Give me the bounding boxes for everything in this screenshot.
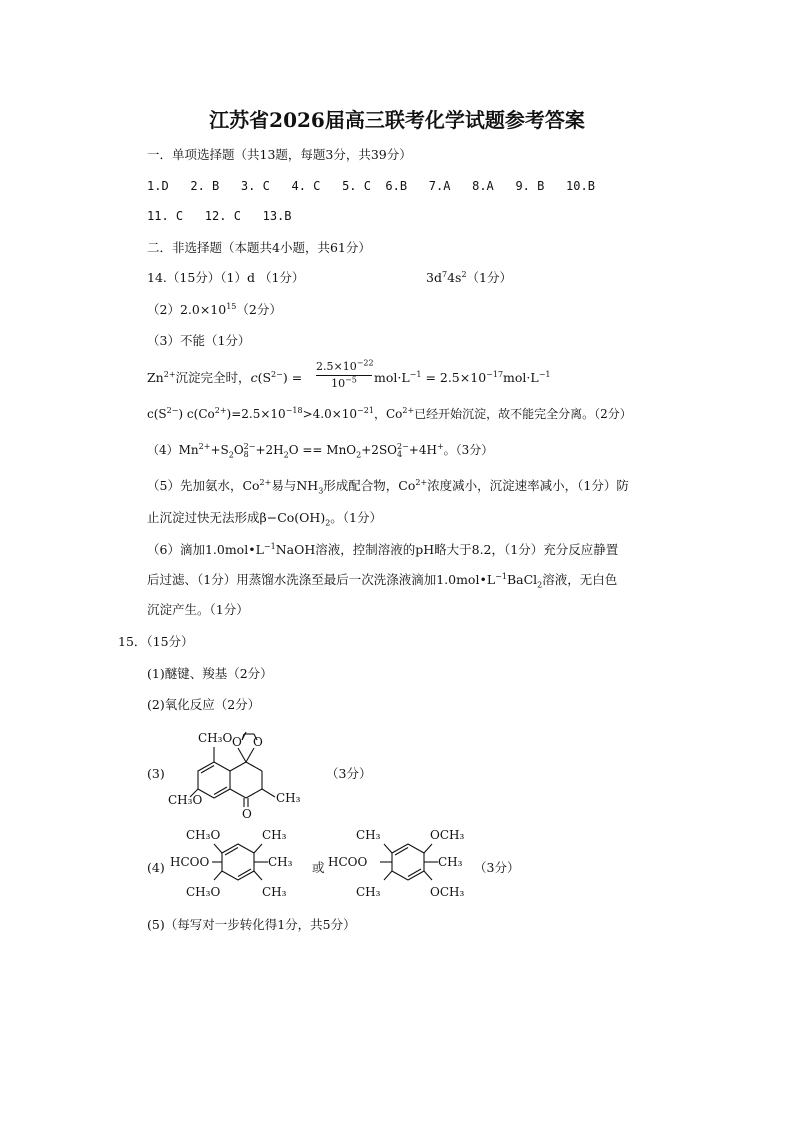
q14-ksp-line: $c(S^{2-})$ $c(Co^{2+})=2.5\times 10^{-18}>4.0\times 10^{-21}$，$Co^{2+}$已经开始沉淀，故不能完全分离。（2分） [147, 406, 632, 421]
q15-part3-score: （3分） [326, 766, 372, 781]
q14-part5-line2: 止沉淀过快无法形成$\beta-Co(OH)_2$。（1分） [147, 510, 382, 528]
q15-part4-label: (4) [147, 860, 165, 875]
q15-part1: (1)醚键、羧基（2分） [147, 666, 273, 681]
svg-text:HCOO: HCOO [328, 855, 368, 869]
page-title: 江苏省2026届高三联考化学试题参考答案 [209, 108, 585, 132]
q14-part4-equation: $(4)Mn^{2+}+S_2O$ 2− 8 $+2H_2O == MnO_2+2SO$ 2− 4 +4H+。（3分） [147, 441, 494, 460]
struct3-ome-bottom: CH₃O [168, 793, 203, 807]
q15-part4-or: 或 [312, 860, 325, 875]
q14-part6-line1: （6）滴加$1.0mol•L^{-1}NaOH$溶液，控制溶液的pH略大于8.2，（1分）充分反应静置 [147, 541, 619, 557]
section2-heading: 二．非选择题（本题共4小题，共61分） [147, 240, 371, 255]
svg-text:CH₃O: CH₃O [186, 828, 221, 842]
q14-part6-line3: 沉淀产生。（1分） [147, 602, 249, 617]
svg-text:CH₃: CH₃ [438, 855, 463, 869]
svg-text:HCOO: HCOO [170, 855, 210, 869]
q14-part2: $(2)2.0\times 10^{15}(2$分） [147, 301, 282, 317]
svg-text:OCH₃: OCH₃ [430, 885, 465, 899]
q15-structure4b [326, 822, 478, 902]
q15-part5: (5)（每写对一步转化得1分，共5分） [147, 917, 356, 932]
svg-text:CH₃: CH₃ [356, 885, 381, 899]
q15-part2: (2)氧化反应（2分） [147, 697, 261, 712]
section1-heading: 一．单项选择题（共13题，每题3分，共39分） [147, 147, 412, 162]
q14-part3: （3）不能（1分） [147, 333, 251, 348]
q14-part1-a: 14.（15分）（1）d （1分） [147, 270, 305, 285]
q15-part4-score: （3分） [474, 860, 520, 875]
q15-heading: 15．（15分） [118, 634, 194, 649]
q14-calc-result: $mol\cdot L^{-1} = 2.5\times 10^{-17}mol\cdot L^{-1}$ [374, 369, 551, 385]
q14-calc-fraction: $\frac{2.5\times 10^{-22}}{10^{-5}}$ [316, 358, 374, 390]
svg-text:CH₃: CH₃ [262, 828, 287, 842]
struct3-ome-top: CH₃O [198, 731, 233, 745]
svg-text:CH₃: CH₃ [268, 855, 293, 869]
q14-calc-lead: $Zn^{2+}$沉淀完全时，$c(S^{2-})$ = [147, 369, 303, 385]
struct3-o1: O [232, 735, 242, 749]
mc-answers-row2: 11. C 12. C 13.B [147, 209, 292, 223]
svg-text:CH₃: CH₃ [262, 885, 287, 899]
q15-part3-label: (3) [147, 766, 165, 781]
svg-text:CH₃O: CH₃O [186, 885, 221, 899]
q14-part1-b: $3d^74s^2(1$分） [426, 269, 512, 285]
svg-text:OCH₃: OCH₃ [430, 828, 465, 842]
struct3-o3: O [242, 807, 252, 821]
q15-structure3 [160, 722, 330, 822]
struct3-methyl: CH₃ [276, 791, 301, 805]
q15-structure4a [168, 822, 318, 902]
q14-part6-line2: 后过滤、（1分）用蒸馏水洗涤至最后一次洗涤液滴加$1.0mol•L^{-1}BaCl_2$溶液，无白色 [147, 571, 618, 590]
mc-answers-row1: 1.D 2. B 3. C 4. C 5. C 6.B 7.A 8.A 9. B 10.B [147, 179, 595, 193]
svg-text:CH₃: CH₃ [356, 828, 381, 842]
struct3-o2: O [253, 735, 263, 749]
q14-part5-line1: （5）先加氨水，$Co^{2+}$易与$NH_3$形成配合物，$Co^{2+}$浓度减小，沉淀速率减小，（1分）防 [147, 477, 629, 496]
